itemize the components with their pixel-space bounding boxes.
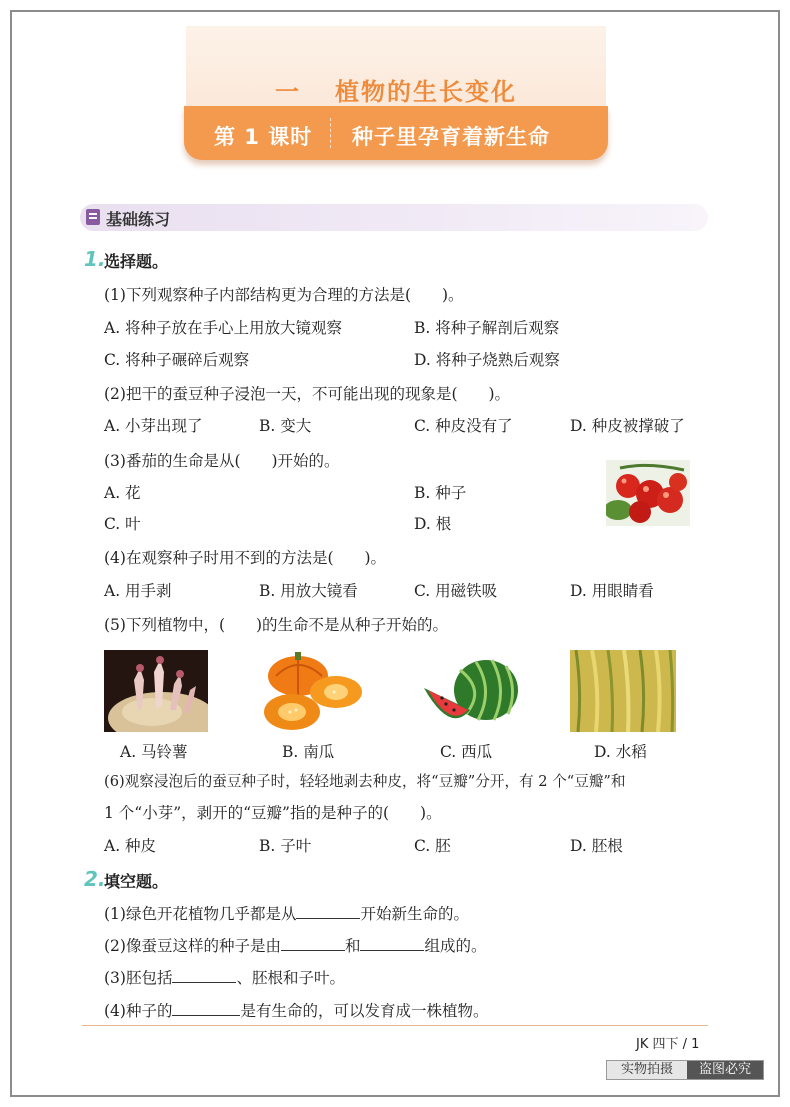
- option-a: A. 种皮: [104, 837, 157, 855]
- question-stem: (1)下列观察种子内部结构更为合理的方法是( )。: [104, 286, 464, 304]
- pumpkin-image: [262, 650, 366, 732]
- answer-blank[interactable]: [281, 935, 345, 951]
- blank-text: 和: [344, 937, 361, 955]
- chapter-title: 植物的生长变化: [335, 78, 517, 106]
- question-stem: (2)把干的蚕豆种子浸泡一天，不可能出现的现象是( )。: [104, 385, 511, 403]
- question-stem: (5)下列植物中，( )的生命不是从种子开始的。: [104, 616, 449, 634]
- option-b: B. 子叶: [259, 837, 312, 855]
- option-c: C. 叶: [104, 515, 141, 533]
- question-stem-continued: 1 个“小芽”，剥开的“豆瓣”指的是种子的( )。: [104, 804, 442, 822]
- option-a: A. 将种子放在手心上用放大镜观察: [104, 319, 343, 337]
- question-title: 填空题。: [104, 872, 169, 891]
- answer-blank[interactable]: [360, 935, 424, 951]
- blank-text: 、胚根和子叶。: [236, 969, 345, 987]
- fill-blank-item: [104, 966, 345, 988]
- lesson-title: 种子里孕育着新生命: [352, 125, 550, 149]
- answer-blank[interactable]: [172, 967, 236, 983]
- question-stem: (6)观察浸泡后的蚕豆种子时，轻轻地剥去种皮，将“豆瓣”分开，有 2 个“豆瓣”和: [104, 773, 626, 790]
- tomato-image: [606, 460, 690, 526]
- lesson-number: 第 1 课时: [214, 125, 313, 149]
- rice-image: [570, 650, 676, 732]
- option-d: D. 根: [414, 515, 452, 533]
- blank-text: (4)种子的: [104, 1002, 173, 1020]
- watermark-stamp: [606, 1060, 764, 1080]
- question-title: 选择题。: [104, 252, 169, 271]
- blank-text: (2)像蚕豆这样的种子是由: [104, 937, 281, 955]
- stamp-left-text: 实物拍摄: [607, 1061, 687, 1079]
- option-c: C. 种皮没有了: [414, 417, 513, 435]
- question-stem: (3)番茄的生命是从( )开始的。: [104, 452, 340, 470]
- chapter-heading: [186, 72, 606, 107]
- option-d: D. 胚根: [570, 837, 623, 855]
- option-d: D. 将种子烧熟后观察: [414, 351, 560, 369]
- watermelon-image: [420, 650, 524, 732]
- fill-blank-item: [104, 999, 488, 1021]
- option-a: A. 小芽出现了: [104, 417, 203, 435]
- section-label: 基础练习: [106, 210, 171, 229]
- blank-text: (3)胚包括: [104, 969, 173, 987]
- option-d: D. 种皮被撑破了: [570, 417, 685, 435]
- lesson-divider: [330, 118, 331, 148]
- option-b: B. 南瓜: [282, 743, 335, 761]
- option-c: C. 西瓜: [440, 743, 493, 761]
- document-icon: [86, 209, 100, 225]
- option-c: C. 胚: [414, 837, 451, 855]
- question-stem: (4)在观察种子时用不到的方法是( )。: [104, 549, 387, 567]
- blank-text: 组成的。: [424, 937, 487, 955]
- blank-text: 是有生命的，可以发育成一株植物。: [240, 1002, 489, 1020]
- option-a: A. 马铃薯: [120, 743, 188, 761]
- footer-rule: [82, 1025, 708, 1026]
- option-a: A. 花: [104, 484, 141, 502]
- fill-blank-item: [104, 902, 469, 924]
- option-b: B. 用放大镜看: [259, 582, 358, 600]
- option-d: D. 水稻: [594, 743, 647, 761]
- answer-blank[interactable]: [296, 903, 360, 919]
- option-a: A. 用手剥: [104, 582, 172, 600]
- chapter-number: 一: [275, 78, 301, 106]
- question-number: 1.: [84, 247, 106, 271]
- option-c: C. 将种子碾碎后观察: [104, 351, 250, 369]
- potato-image: [104, 650, 208, 732]
- answer-blank[interactable]: [172, 1000, 240, 1016]
- page-number: JK 四下 / 1: [636, 1037, 700, 1052]
- option-c: C. 用磁铁吸: [414, 582, 498, 600]
- option-d: D. 用眼睛看: [570, 582, 654, 600]
- blank-text: 开始新生命的。: [360, 905, 469, 923]
- section-bar: [80, 204, 708, 231]
- option-b: B. 种子: [414, 484, 467, 502]
- question-number: 2.: [84, 867, 106, 891]
- option-b: B. 变大: [259, 417, 312, 435]
- option-b: B. 将种子解剖后观察: [414, 319, 560, 337]
- stamp-right-text: 盗图必究: [687, 1061, 763, 1079]
- fill-blank-item: [104, 934, 487, 956]
- blank-text: (1)绿色开花植物几乎都是从: [104, 905, 297, 923]
